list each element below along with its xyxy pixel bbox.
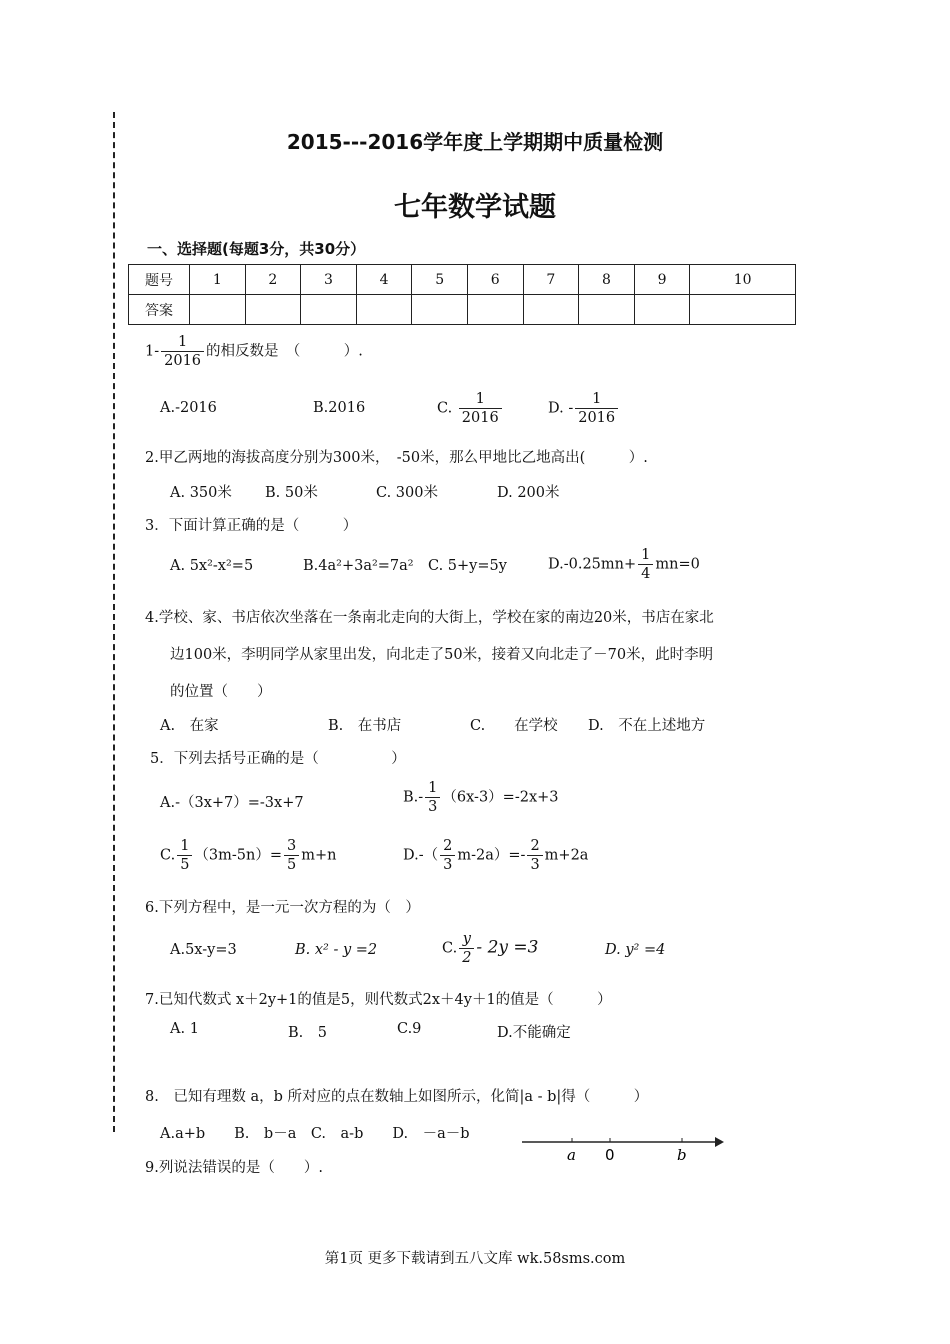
q3-option-a: A. 5x²-x²=5: [170, 558, 254, 574]
q8-options: A.a+b B. b－a C. a-b D. －a－b: [160, 1126, 470, 1142]
question-1-stem: [145, 333, 363, 370]
q5d-fraction-2: [527, 837, 542, 874]
option-pre: D.-（: [403, 847, 439, 864]
q5-option-c: [160, 837, 337, 874]
option-pre: C.: [442, 940, 458, 957]
q7-option-c: C.9: [397, 1021, 422, 1037]
frac-num: 1: [177, 837, 192, 856]
option-post: m+n: [301, 847, 337, 864]
option-post: m+2a: [544, 847, 589, 864]
binding-margin-dashed-line: [113, 112, 115, 1132]
q6-option-b: B. x² - y =2: [295, 942, 378, 958]
q5-option-a: A.-（3x+7）=-3x+7: [160, 795, 304, 811]
answer-cell-3[interactable]: [301, 295, 357, 325]
frac-num: 1: [638, 546, 653, 565]
q5b-fraction: [425, 779, 440, 816]
q6c-fraction: [459, 930, 474, 967]
table-cell: 10: [690, 265, 796, 295]
frac-num: 1: [425, 779, 440, 798]
answer-cell-6[interactable]: [467, 295, 523, 325]
option-post: - 2y =3: [476, 937, 539, 958]
answer-cell-1[interactable]: [190, 295, 246, 325]
q1d-fraction: [575, 390, 618, 427]
option-pre: B.-: [403, 789, 424, 806]
frac-num: 1: [161, 333, 204, 352]
table-cell: 答案: [129, 295, 190, 325]
table-cell: 4: [356, 265, 412, 295]
q1-option-d: [548, 390, 620, 427]
option-pre: D.-0.25mn+: [548, 556, 637, 573]
axis-label-a: a: [567, 1146, 576, 1164]
q7-option-d: D.不能确定: [497, 1025, 571, 1041]
frac-den: 2016: [164, 353, 202, 369]
answer-cell-2[interactable]: [245, 295, 301, 325]
frac-den: 5: [180, 857, 190, 873]
q1-option-b: B.2016: [313, 400, 366, 416]
option-mid: （3m-5n）=: [194, 847, 283, 864]
frac-num: 2: [440, 837, 455, 856]
table-cell: 9: [634, 265, 690, 295]
frac-num: 3: [284, 837, 299, 856]
option-pre: C.: [160, 847, 176, 864]
q2-option-a: A. 350米: [170, 485, 232, 501]
option-post: （6x-3）=-2x+3: [442, 789, 559, 806]
frac-den: 3: [443, 857, 453, 873]
q1-option-c: [437, 390, 504, 427]
frac-den: 2016: [578, 410, 616, 426]
frac-den: 2: [462, 950, 472, 966]
table-row: [129, 295, 796, 325]
q1c-fraction: [459, 390, 502, 427]
question-3-stem: 3．下面计算正确的是（ ）: [145, 518, 358, 534]
page-footer: 第1页 更多下载请到五八文库 wk.58sms.com: [324, 1251, 626, 1267]
frac-num: 2: [527, 837, 542, 856]
answer-table: [128, 264, 796, 325]
frac-den: 3: [428, 799, 438, 815]
exam-title: 2015---2016学年度上学期期中质量检测: [286, 130, 664, 154]
question-4-line-3: 的位置（ ）: [170, 684, 272, 700]
answer-cell-5[interactable]: [412, 295, 468, 325]
option-label: C.: [437, 400, 453, 417]
section-heading: 一、选择题(每题3分，共30分）: [147, 240, 366, 258]
frac-den: 2016: [461, 410, 499, 426]
q3-option-c: C. 5+y=5y: [428, 558, 507, 574]
frac-num: 1: [575, 390, 618, 409]
question-4-line-1: 4.学校、家、书店依次坐落在一条南北走向的大街上，学校在家的南边20米，书店在家北: [145, 610, 714, 626]
table-cell: 2: [245, 265, 301, 295]
arrow-head-icon: [715, 1137, 724, 1147]
question-5-stem: 5．下列去括号正确的是（ ）: [150, 751, 406, 767]
q4-option-b: B. 在书店: [328, 718, 402, 734]
option-label: D. -: [548, 400, 574, 417]
table-cell: 题号: [129, 265, 190, 295]
answer-cell-4[interactable]: [356, 295, 412, 325]
answer-cell-10[interactable]: [690, 295, 796, 325]
table-cell: 3: [301, 265, 357, 295]
q4-option-a: A. 在家: [160, 718, 219, 734]
exam-subtitle: 七年数学试题: [394, 192, 556, 223]
q7-option-b: B. 5: [288, 1025, 327, 1041]
q5-option-b: [403, 779, 559, 816]
question-2-stem: 2.甲乙两地的海拔高度分别为300米， -50米，那么甲地比乙地高出( ）.: [145, 450, 648, 466]
question-9-stem: 9.列说法错误的是（ ）.: [145, 1160, 323, 1176]
q7-option-a: A. 1: [170, 1021, 199, 1037]
number-line-diagram: [520, 1132, 725, 1168]
frac-num: 1: [459, 390, 502, 409]
question-8-stem: 8. 已知有理数 a，b 所对应的点在数轴上如图所示，化简|a - b|得（ ）: [145, 1089, 649, 1105]
q3-option-b: B.4a²+3a²=7a²: [303, 558, 414, 574]
axis-label-b: b: [677, 1146, 687, 1164]
question-7-stem: 7.已知代数式 x＋2y+1的值是5，则代数式2x＋4y＋1的值是（ ）: [145, 992, 612, 1008]
q4-option-c: C. 在学校: [470, 718, 558, 734]
table-cell: 8: [579, 265, 635, 295]
q2-option-d: D. 200米: [497, 485, 560, 501]
q1-option-a: A.-2016: [160, 400, 217, 416]
q5d-fraction-1: [440, 837, 455, 874]
q6-option-a: A.5x-y=3: [170, 942, 237, 958]
q2-option-c: C. 300米: [376, 485, 438, 501]
answer-cell-7[interactable]: [523, 295, 579, 325]
q1-fraction: [161, 333, 204, 370]
question-4-line-2: 边100米，李明同学从家里出发，向北走了50米，接着又向北走了－70米，此时李明: [170, 647, 714, 663]
frac-den: 3: [530, 857, 540, 873]
answer-cell-9[interactable]: [634, 295, 690, 325]
frac-num: y: [459, 930, 474, 949]
answer-cell-8[interactable]: [579, 295, 635, 325]
table-cell: 6: [467, 265, 523, 295]
q1-suffix: 的相反数是 （ ）.: [206, 343, 363, 360]
q4-option-d: D. 不在上述地方: [588, 718, 706, 734]
frac-den: 5: [287, 857, 297, 873]
q2-option-b: B. 50米: [265, 485, 318, 501]
table-cell: 5: [412, 265, 468, 295]
option-post: mn=0: [655, 556, 700, 573]
q1-prefix: 1-: [145, 343, 160, 360]
q6-option-d: D. y² =4: [605, 942, 666, 958]
q5-option-d: [403, 837, 588, 874]
option-mid: m-2a）=-: [457, 847, 526, 864]
q5c-fraction-2: [284, 837, 299, 874]
table-row: [129, 265, 796, 295]
frac-den: 4: [641, 566, 651, 582]
q3-option-d: [548, 546, 700, 583]
q5c-fraction-1: [177, 837, 192, 874]
q6-option-c: [442, 930, 538, 967]
axis-label-zero: 0: [605, 1146, 615, 1164]
table-cell: 7: [523, 265, 579, 295]
table-cell: 1: [190, 265, 246, 295]
question-6-stem: 6.下列方程中，是一元一次方程的为（ ）: [145, 900, 420, 916]
q3d-fraction: [638, 546, 653, 583]
